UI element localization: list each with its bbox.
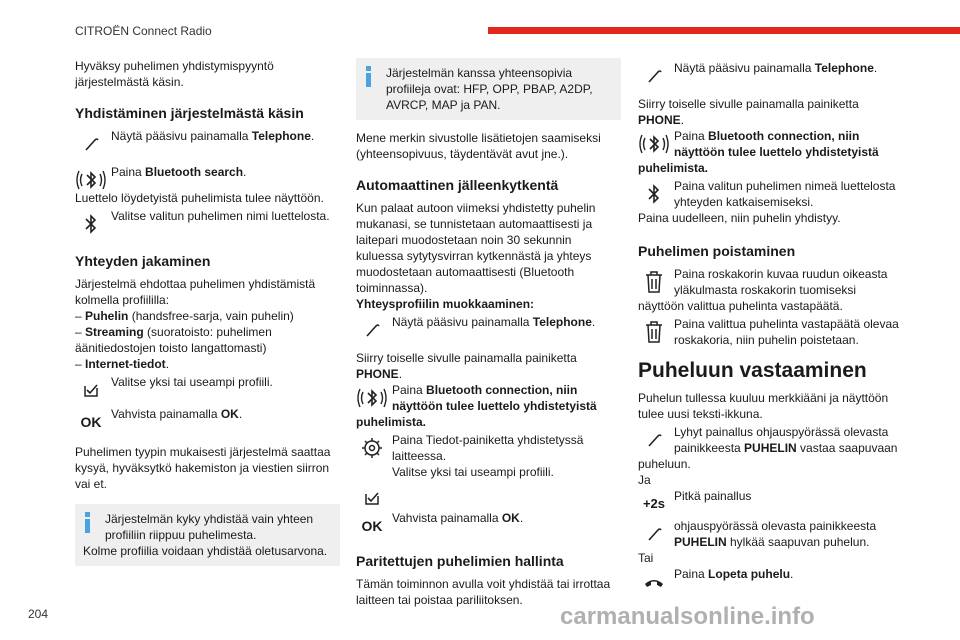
- step-reject: ohjauspyörässä olevasta painikkeesta PUHELIN hylkää saapuvan puhelun.: [638, 518, 900, 550]
- paragraph: Tai: [638, 551, 654, 565]
- step-text: Valitse yksi tai useampi profiili.: [392, 465, 554, 479]
- step-text-end: .: [243, 165, 247, 179]
- section-heading-delete-phone: Puhelimen poistaminen: [638, 243, 796, 259]
- info-icon: [85, 512, 90, 534]
- step-text: Valitse valitun puhelimen nimi luettelosta.: [111, 209, 330, 223]
- long-press-2s-icon: +2s: [642, 496, 666, 511]
- gear-icon: [356, 432, 388, 464]
- paragraph: Järjestelmä ehdottaa puhelimen yhdistämistä kolmella profiililla:: [75, 277, 316, 307]
- section-heading-answer-call: Puheluun vastaaminen: [638, 359, 867, 382]
- paragraph: Tämän toiminnon avulla voit yhdistää tai irrottaa laitteen tai poistaa pariliitoksen.: [356, 577, 611, 607]
- step-text: Valitse yksi tai useampi profiili.: [111, 375, 273, 389]
- paragraph: Kun palaat autoon viimeksi yhdistetty puhelin mukanasi, se tunnistetaan automaattisesti ja laitepari muodostetaan noin 30 sekunnin kuluessa sytytysvirran kytkennästä ja yhteys muodostetaan automaattisesti (Bluetooth toiminnassa).: [356, 201, 596, 295]
- step-text: Paina valittua puhelinta vastapäätä olevaa roskakoria, niin puhelin poistetaan.: [674, 317, 899, 347]
- paragraph: Mene merkin sivustolle lisätietojen saamiseksi (yhteensopivuus, täydentävät avut jne.).: [356, 131, 601, 161]
- step-telephone: [75, 128, 340, 154]
- step-bold: Bluetooth search: [145, 165, 244, 179]
- paragraph-bold: Yhteysprofiilin muokkaaminen:: [356, 297, 535, 311]
- info-text: Järjestelmän kanssa yhteensopivia profiileja ovat: HFP, OPP, PBAP, A2DP, AVRCP, MAP ja PAN.: [386, 66, 593, 112]
- trash-icon: [638, 266, 670, 298]
- step-text: Näytä pääsivu painamalla: [111, 129, 252, 143]
- bluetooth-icon: [638, 178, 670, 210]
- hang-up-icon: [638, 566, 670, 598]
- steering-press-icon: [638, 60, 670, 92]
- step-text: Paina valitun puhelimen nimeä luettelosta yhteyden katkaisemiseksi.: [674, 179, 896, 209]
- step-select-profile: [75, 374, 340, 400]
- trash-icon: [638, 316, 670, 348]
- step-details: [356, 432, 621, 480]
- column-1: [75, 58, 340, 566]
- info-icon: [366, 66, 371, 88]
- section-heading-connection-sharing: Yhteyden jakaminen: [75, 253, 211, 269]
- paragraph: Hyväksy puhelimen yhdistymispyyntö järjestelmästä käsin.: [75, 59, 274, 89]
- steering-press-icon: [75, 128, 107, 160]
- info-text: Järjestelmän kyky yhdistää vain yhteen profiiliin riippuu puhelimesta.: [105, 512, 314, 542]
- step-bluetooth-connection: Paina Bluetooth connection, niin näyttöön tulee luettelo yhdistetyistä puhelimista.: [356, 383, 597, 429]
- section-heading-auto-reconnect: Automaattinen jälleenkytkentä: [356, 177, 559, 193]
- list-item: – Puhelin (handsfree-sarja, vain puhelin): [75, 309, 294, 323]
- steering-press-icon: [638, 518, 670, 550]
- list-item: – Internet-tiedot.: [75, 357, 170, 371]
- checkbox-icon: [75, 374, 107, 406]
- steering-press-icon: [356, 314, 388, 346]
- step-text: Pitkä painallus: [674, 489, 752, 503]
- ok-icon: OK: [80, 414, 102, 430]
- step-confirm-ok: OK Vahvista painamalla OK.: [356, 510, 621, 536]
- step-text: Paina Tiedot-painiketta yhdistetyssä laitteessa.: [392, 433, 584, 463]
- column-3: [638, 58, 900, 592]
- section-heading-paired-phones: Paritettujen puhelimien hallinta: [356, 553, 564, 569]
- info-box: [356, 58, 621, 120]
- running-header: CITROËN Connect Radio: [75, 24, 212, 38]
- paragraph: Siirry toiselle sivulle painamalla painiketta PHONE.: [638, 97, 859, 127]
- step-text: Paina roskakorin kuvaa ruudun oikeasta yläkulmasta roskakorin tuomiseksi näyttöön valittua puhelinta vastapäätä.: [638, 267, 888, 313]
- paragraph: Siirry toiselle sivulle painamalla painiketta PHONE.: [356, 351, 577, 381]
- bluetooth-search-icon: [75, 164, 107, 196]
- step-long-press: [638, 488, 900, 514]
- ok-icon: OK: [361, 518, 383, 534]
- list-item: – Streaming (suoratoisto: puhelimen äänitiedostojen toisto langattomasti): [75, 325, 272, 355]
- watermark: carmanualsonline.info: [560, 603, 815, 630]
- bluetooth-icon: [75, 208, 107, 240]
- section-heading-manual-pairing: Yhdistäminen järjestelmästä käsin: [75, 105, 304, 121]
- step-short-press: Lyhyt painallus ohjauspyörässä olevasta painikkeesta PUHELIN vastaa saapuvaan puheluun.: [638, 425, 898, 471]
- step-end-call: Paina Lopeta puhelu.: [638, 566, 900, 592]
- step-trash-show: [638, 266, 900, 314]
- info-text: Kolme profiilia voidaan yhdistää oletusarvona.: [83, 544, 328, 558]
- step-select-phone: [75, 208, 340, 234]
- step-select-profile-checkbox: [356, 482, 621, 508]
- step-bluetooth-connection: Paina Bluetooth connection, niin näyttöön tulee luettelo yhdistetyistä puhelimista.: [638, 129, 879, 175]
- step-text-end: .: [310, 129, 315, 143]
- bluetooth-search-icon: [356, 382, 388, 414]
- step-bold: Telephone: [251, 129, 311, 143]
- step-trash-delete: [638, 316, 900, 348]
- step-bluetooth-search: [75, 164, 340, 190]
- step-telephone: Näytä pääsivu painamalla Telephone.: [638, 60, 900, 86]
- steering-press-icon: [638, 424, 670, 456]
- paragraph: Puhelun tullessa kuuluu merkkiääni ja näyttöön tulee uusi teksti-ikkuna.: [638, 391, 889, 421]
- info-box: [75, 504, 340, 566]
- paragraph: Luettelo löydetyistä puhelimista tulee näyttöön.: [75, 191, 324, 205]
- header-accent-bar: [488, 27, 960, 34]
- column-2: [356, 58, 621, 608]
- step-confirm-ok: OK Vahvista painamalla OK.: [75, 406, 340, 432]
- paragraph: Paina uudelleen, niin puhelin yhdistyy.: [638, 211, 841, 225]
- step-telephone: Näytä pääsivu painamalla Telephone.: [356, 314, 621, 340]
- paragraph: Ja: [638, 473, 651, 487]
- bluetooth-search-icon: [638, 128, 670, 160]
- page-number: 204: [28, 607, 49, 621]
- paragraph: Puhelimen tyypin mukaisesti järjestelmä saattaa kysyä, hyväksytkö hakemiston ja viestien siirron vai et.: [75, 445, 331, 491]
- step-text: Paina: [111, 165, 146, 179]
- step-disconnect: [638, 178, 900, 210]
